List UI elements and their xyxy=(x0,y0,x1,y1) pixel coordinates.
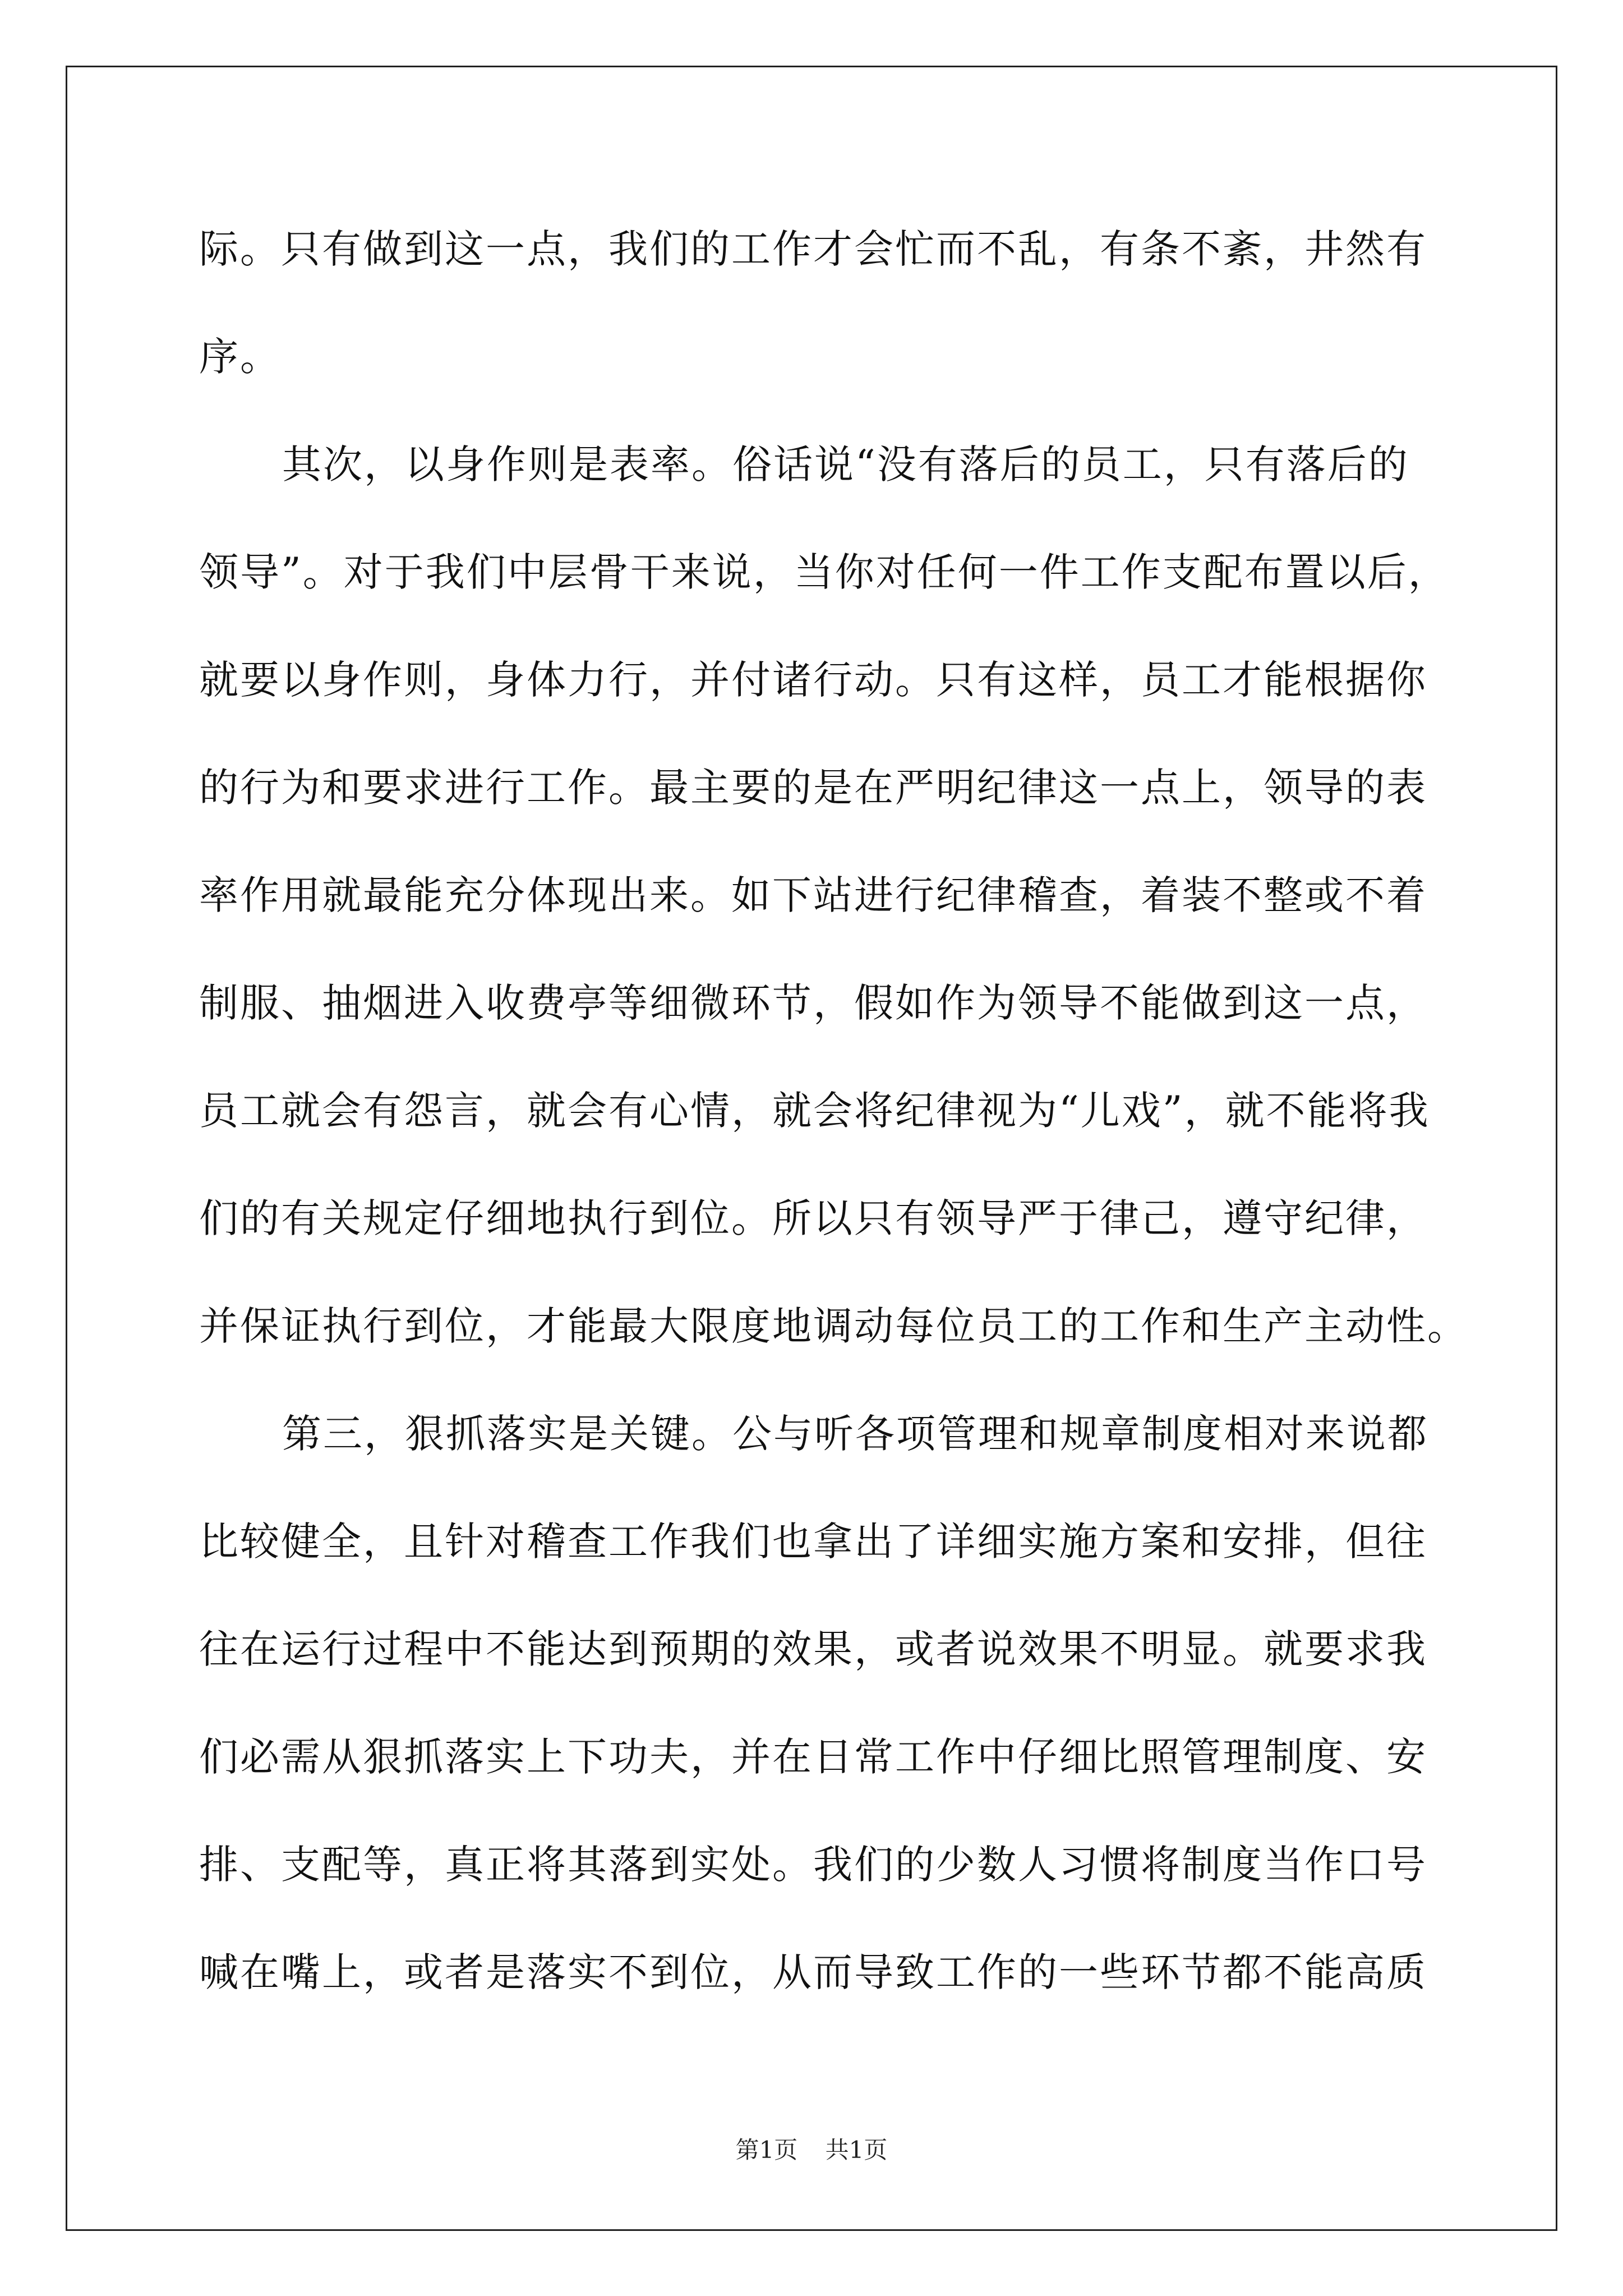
paragraph-2-line-5: 率作用就最能充分体现出来。如下站进行纪律稽查，着装不整或不着 xyxy=(199,872,1427,918)
document-body xyxy=(199,213,1468,2044)
paragraph-3-line-2: 比较健全，且针对稽查工作我们也拿出了详细实施方案和安排，但往 xyxy=(199,1519,1427,1565)
paragraph-1-line-2: 序。 xyxy=(199,334,281,380)
paragraph-2-line-6: 制服、抽烟进入收费亭等细微环节，假如作为领导不能做到这一点， xyxy=(199,980,1427,1026)
paragraph-2-line-1: 其次，以身作则是表率。俗话说“没有落后的员工，只有落后的 xyxy=(282,441,1409,487)
paragraph-2-line-3: 就要以身作则，身体力行，并付诸行动。只有这样，员工才能根据你 xyxy=(199,657,1427,703)
paragraph-2-line-8: 们的有关规定仔细地执行到位。所以只有领导严于律己，遵守纪律， xyxy=(199,1195,1427,1241)
page-number: 第1页 xyxy=(735,2136,798,2164)
paragraph-2-line-9: 并保证执行到位，才能最大限度地调动每位员工的工作和生产主动性。 xyxy=(199,1303,1468,1349)
paragraph-2-line-7: 员工就会有怨言，就会有心情，就会将纪律视为“儿戏”，就不能将我 xyxy=(199,1088,1430,1134)
paragraph-3-line-4: 们必需从狠抓落实上下功夫，并在日常工作中仔细比照管理制度、安 xyxy=(199,1734,1427,1780)
paragraph-3-line-1: 第三，狠抓落实是关键。公与听各项管理和规章制度相对来说都 xyxy=(282,1411,1428,1457)
paragraph-2-line-4: 的行为和要求进行工作。最主要的是在严明纪律这一点上，领导的表 xyxy=(199,765,1427,811)
paragraph-3-line-5: 排、支配等，真正将其落到实处。我们的少数人习惯将制度当作口号 xyxy=(199,1842,1427,1888)
page-footer xyxy=(0,2132,1623,2165)
paragraph-1-line-1: 际。只有做到这一点，我们的工作才会忙而不乱，有条不紊，井然有 xyxy=(199,226,1427,272)
paragraph-3-line-3: 往在运行过程中不能达到预期的效果，或者说效果不明显。就要求我 xyxy=(199,1626,1427,1672)
paragraph-3-line-6: 喊在嘴上，或者是落实不到位，从而导致工作的一些环节都不能高质 xyxy=(199,1949,1427,1995)
page-total: 共1页 xyxy=(825,2136,888,2164)
paragraph-2-line-2: 领导”。对于我们中层骨干来说，当你对任何一件工作支配布置以后， xyxy=(199,549,1449,595)
